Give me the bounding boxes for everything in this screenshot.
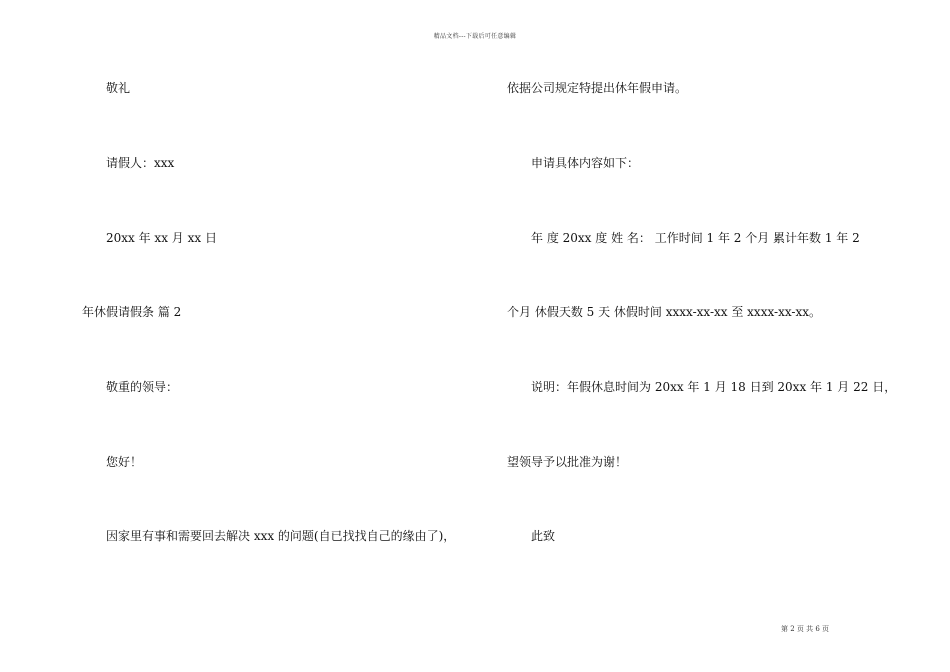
approval-request-line: 望领导予以批准为谢！ — [507, 455, 628, 469]
hello-line: 您好！ — [106, 455, 143, 469]
reason-line: 因家里有事和需要回去解决 xxx 的问题(自已找找自己的缘由了)， — [106, 529, 456, 543]
details-line-2: 个月 休假天数 5 天 休假时间 xxxx-xx-xx 至 xxxx-xx-xx。 — [507, 305, 821, 319]
page-header: 精品文档---下载后可任意编辑 — [433, 33, 517, 40]
closing-salutation: 敬礼 — [106, 81, 131, 95]
details-line-1: 年 度 20xx 度 姓 名： 工作时间 1 年 2 个月 累计年数 1 年 2 — [531, 231, 860, 245]
explanation-line: 说明：年假休息时间为 20xx 年 1 月 18 日到 20xx 年 1 月 22 日， — [531, 380, 897, 394]
date-line: 20xx 年 xx 月 xx 日 — [106, 231, 217, 245]
page-number: 第 2 页 共 6 页 — [781, 625, 830, 633]
greeting-line: 敬重的领导： — [106, 380, 179, 394]
request-intro: 依据公司规定特提出休年假申请。 — [507, 81, 688, 95]
details-heading: 申请具体内容如下： — [531, 156, 640, 170]
applicant-line: 请假人：xxx — [106, 156, 175, 170]
section-title: 年休假请假条 篇 2 — [82, 305, 182, 319]
closing-line: 此致 — [531, 529, 556, 543]
